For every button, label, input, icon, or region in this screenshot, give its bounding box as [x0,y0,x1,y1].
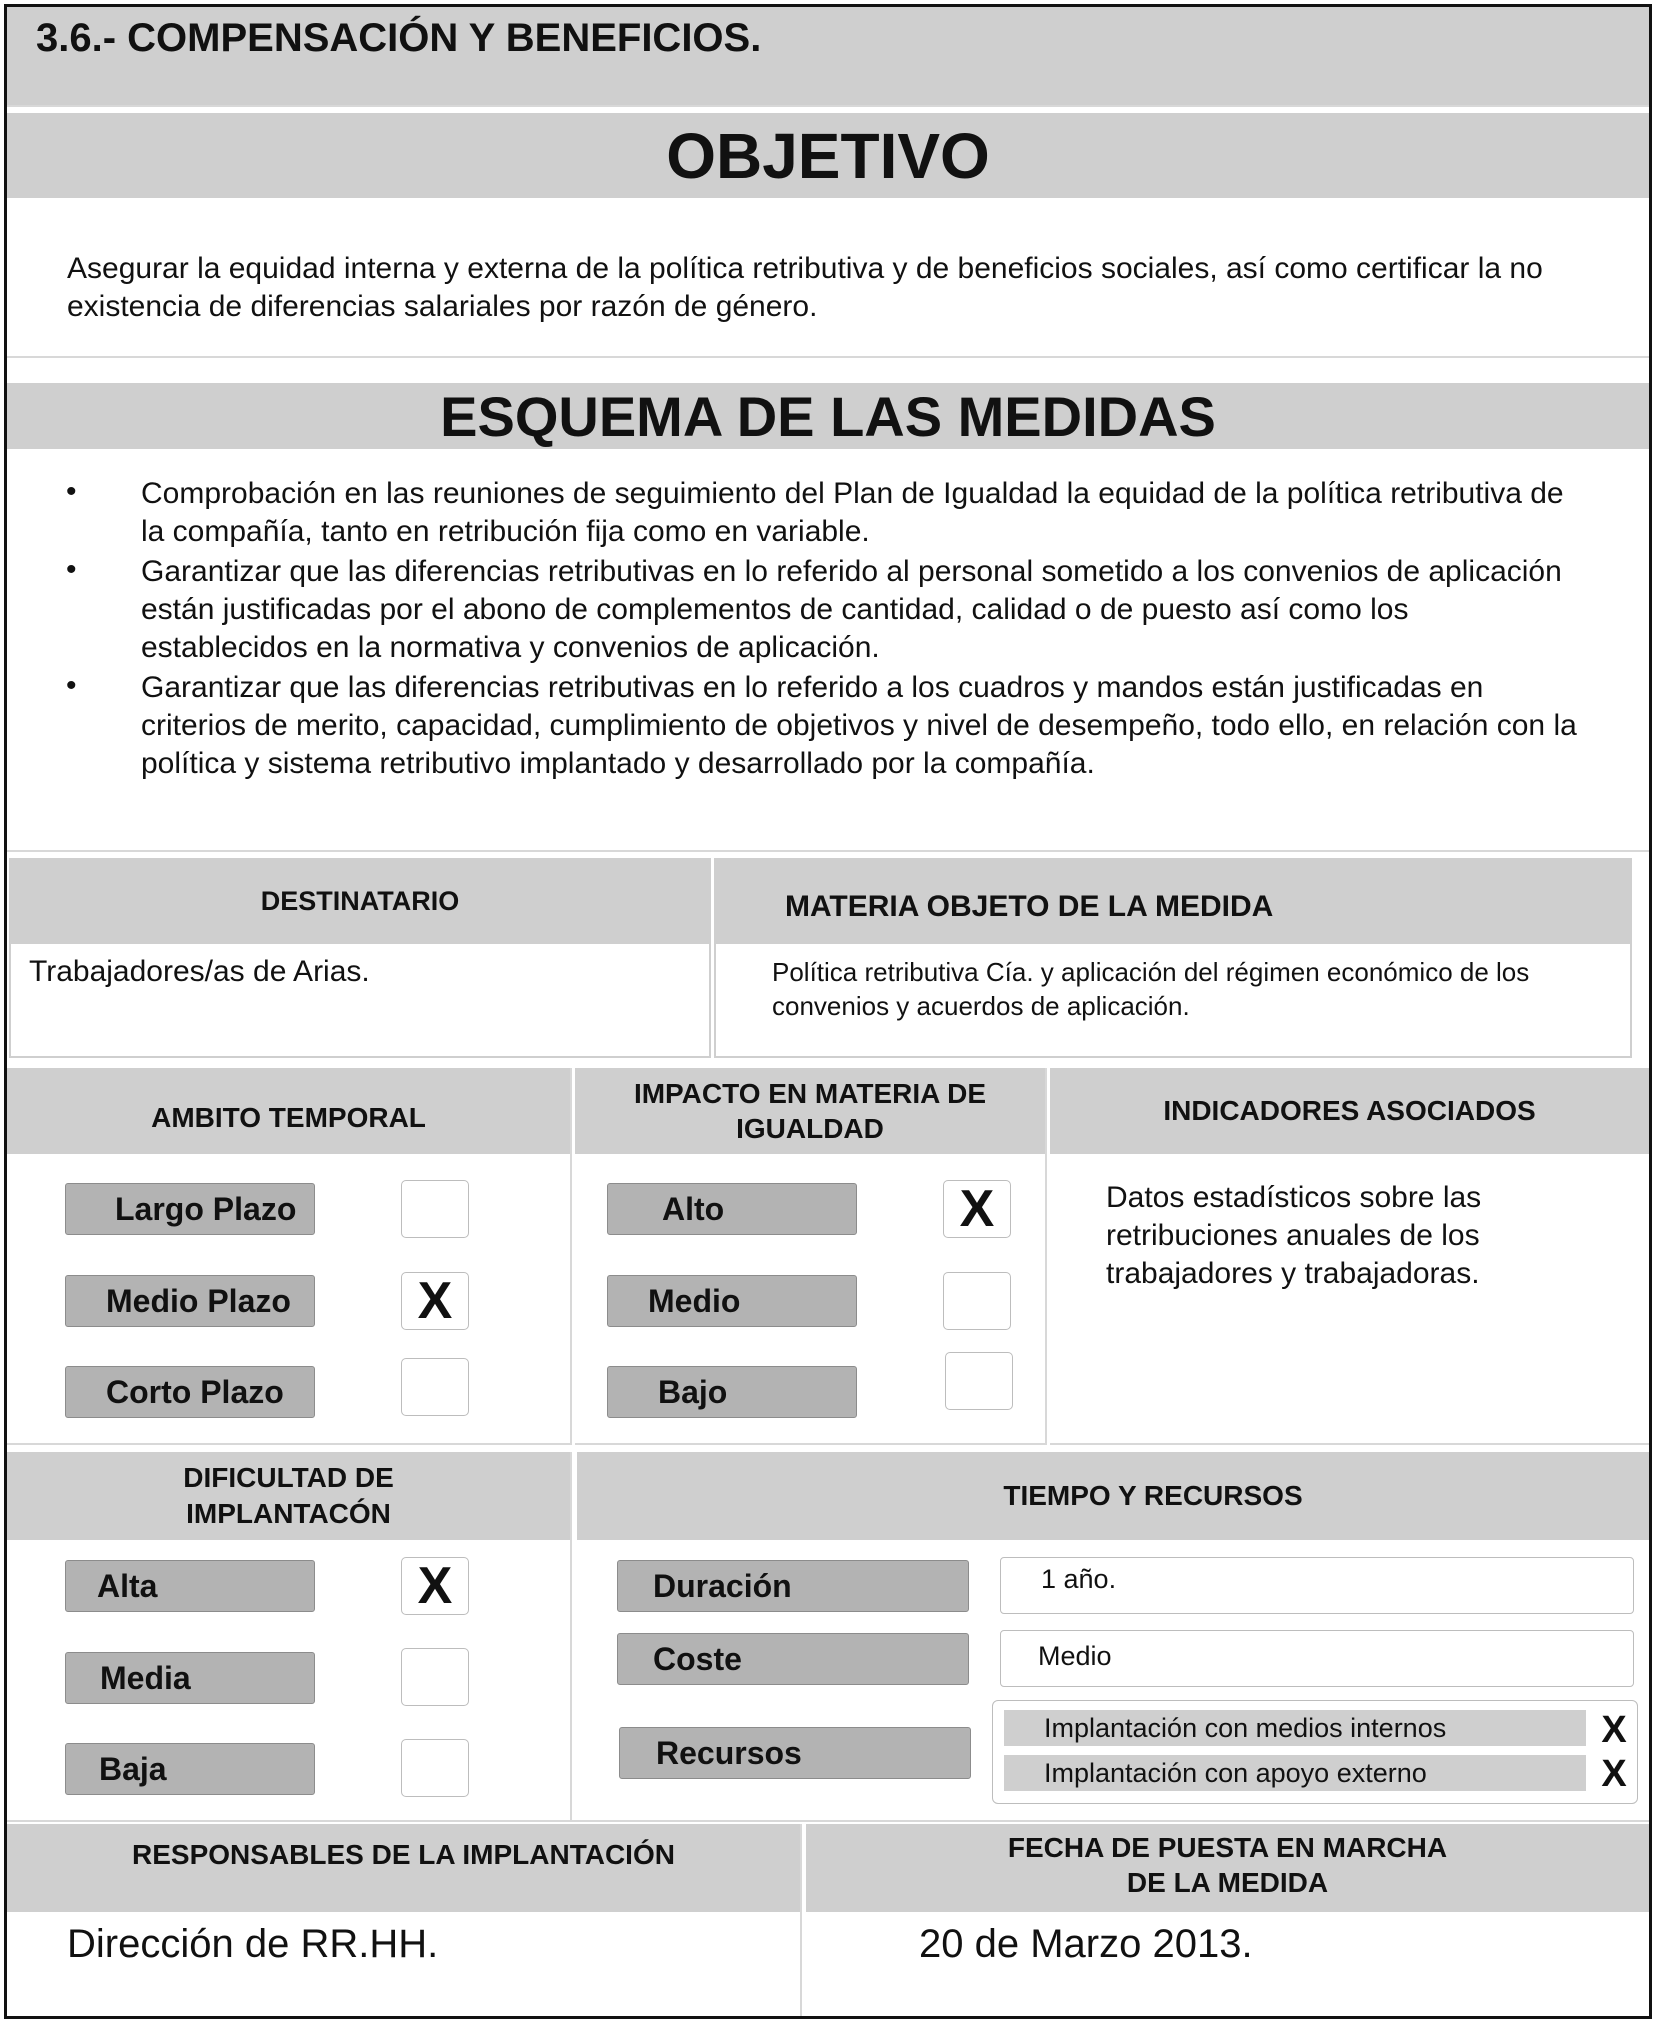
checkbox-bajo[interactable] [945,1352,1013,1410]
esquema-heading: ESQUEMA DE LAS MEDIDAS [7,383,1649,449]
fecha-heading-line1: FECHA DE PUESTA EN MARCHA [1007,1832,1448,1863]
impacto-heading-line1: IMPACTO EN MATERIA DE [633,1078,987,1109]
impacto-heading-line2: IGUALDAD [736,1113,884,1144]
dificultad-heading-line1: DIFICULTAD DE [183,1462,394,1493]
coste-label: Coste [617,1633,969,1685]
tiempo-heading: TIEMPO Y RECURSOS [577,1452,1649,1540]
dificultad-heading-line2: IMPLANTACÓN [186,1498,391,1529]
bullet-icon: • [66,475,77,508]
divider [7,850,1649,852]
option-corto-plazo: Corto Plazo [65,1366,315,1418]
list-item: Garantizar que las diferencias retributivas en lo referido al personal sometido a los convenios de aplicación están justificadas por el abono de complementos de cantidad, calidad o de puesto así como los establecidos en la normativa y convenios de aplicación. [141,555,1562,664]
ambito-heading: AMBITO TEMPORAL [7,1068,570,1154]
option-alta: Alta [65,1560,315,1612]
checkbox-medio[interactable] [943,1272,1011,1330]
objetivo-heading: OBJETIVO [7,113,1649,198]
checkbox-alta[interactable]: X [401,1557,469,1615]
bullet-icon: • [66,553,77,586]
recurso-externo: Implantación con apoyo externo [1004,1755,1586,1791]
section-title: 3.6.- COMPENSACIÓN Y BENEFICIOS. [36,16,762,60]
checkbox-media[interactable] [401,1648,469,1706]
responsables-value: Dirección de RR.HH. [67,1922,439,1966]
bullet-icon: • [66,669,77,702]
destinatario-value: Trabajadores/as de Arias. [29,955,370,988]
materia-heading: MATERIA OBJETO DE LA MEDIDA [714,858,1632,944]
checkbox-medio-plazo[interactable]: X [401,1272,469,1330]
option-medio: Medio [607,1275,857,1327]
fecha-value: 20 de Marzo 2013. [919,1922,1253,1966]
recurso-externo-mark[interactable]: X [1601,1753,1627,1795]
fecha-heading [806,1824,1649,1912]
destinatario-heading: DESTINATARIO [9,858,711,944]
indicadores-heading: INDICADORES ASOCIADOS [1050,1068,1649,1154]
list-item: Comprobación en las reuniones de seguimiento del Plan de Igualdad la equidad de la política retributiva de la compañía, tanto en retribución fija como en variable. [141,477,1564,548]
indicadores-text: Datos estadísticos sobre las retribuciones anuales de los trabajadores y trabajadoras. [1106,1181,1482,1290]
list-item: Garantizar que las diferencias retributivas en lo referido a los cuadros y mandos están justificadas en criterios de merito, capacidad, cumplimiento de objetivos y nivel de desempeño, todo ello, en relación con la política y sistema retributivo implantado y desarrollado por la compañía. [141,671,1577,780]
divider [7,1820,1649,1822]
responsables-heading: RESPONSABLES DE LA IMPLANTACIÓN [7,1824,800,1912]
recurso-internos: Implantación con medios internos [1004,1710,1586,1746]
impacto-heading [575,1068,1045,1154]
recursos-label: Recursos [619,1727,971,1779]
checkbox-corto-plazo[interactable] [401,1358,469,1416]
divider [7,105,1649,107]
checkbox-baja[interactable] [401,1739,469,1797]
option-alto: Alto [607,1183,857,1235]
duracion-label: Duración [617,1560,969,1612]
coste-field[interactable]: Medio [1000,1630,1634,1687]
esquema-mask [7,812,1649,850]
divider [7,356,1649,358]
option-medio-plazo: Medio Plazo [65,1275,315,1327]
recurso-internos-mark[interactable]: X [1601,1709,1627,1751]
option-bajo: Bajo [607,1366,857,1418]
option-largo-plazo: Largo Plazo [65,1183,315,1235]
materia-value: Política retributiva Cía. y aplicación del régimen económico de los convenios y acuerdos de aplicación. [772,957,1530,1021]
duracion-field[interactable]: 1 año. [1000,1557,1634,1614]
dificultad-heading [7,1452,570,1540]
checkbox-alto[interactable]: X [943,1180,1011,1238]
objetivo-text: Asegurar la equidad interna y externa de la política retributiva y de beneficios sociales, así como certificar la no existencia de diferencias salariales por razón de género. [67,252,1543,323]
option-media: Media [65,1652,315,1704]
option-baja: Baja [65,1743,315,1795]
fecha-heading-line2: DE LA MEDIDA [1126,1867,1329,1898]
checkbox-largo-plazo[interactable] [401,1180,469,1238]
